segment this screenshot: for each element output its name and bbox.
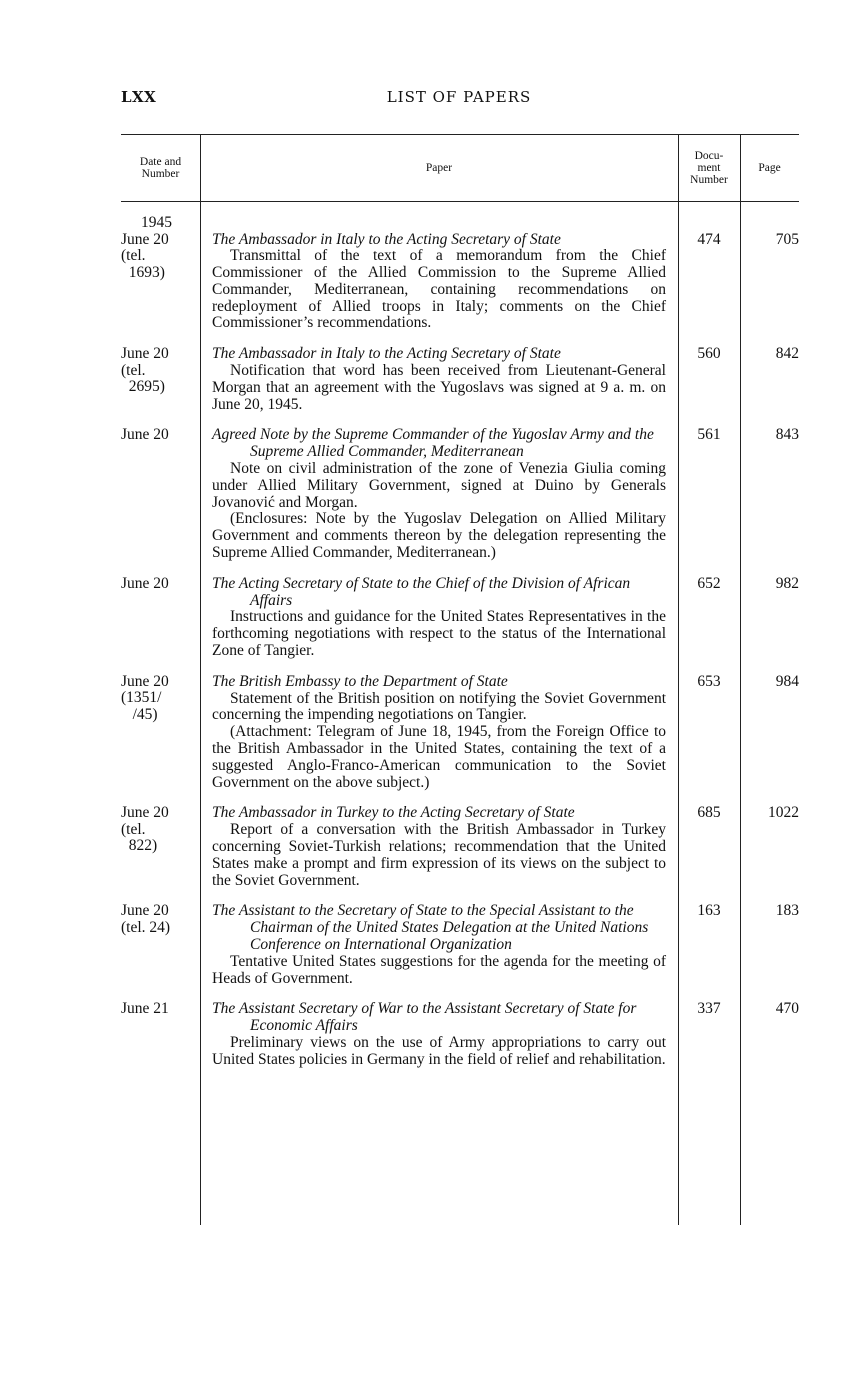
entry-date	[121, 346, 200, 413]
entry-paper	[200, 576, 678, 660]
entry-date	[121, 805, 200, 889]
page-reference: 843	[775, 426, 799, 444]
page-header	[121, 88, 797, 112]
document-number: 652	[697, 574, 721, 592]
paper-title: The Assistant to the Secretary of State to the Special Assistant to the Chairman of the United States Delegation at the United Nations Conference on International Organization	[212, 902, 649, 953]
date-line: June 20	[121, 574, 169, 592]
entry-list	[121, 232, 799, 1069]
page-reference: 982	[775, 574, 799, 592]
date-line: June 21	[121, 1000, 169, 1018]
page-reference: 842	[775, 345, 799, 363]
document-number: 337	[697, 1000, 721, 1018]
page-reference: 1022	[768, 804, 799, 822]
page-number: LXX	[121, 88, 157, 106]
entry-date	[121, 232, 200, 333]
paper-description: Tentative United States suggestions for the agenda for the meeting of Heads of Government.	[212, 952, 666, 987]
date-line: (tel.	[121, 247, 146, 264]
paper-description: Notification that word has been received from Lieutenant-General Morgan that an agreement with the Yugoslavs was signed at 9 a. m. on June 20, 1945.	[212, 362, 666, 413]
document-number: 474	[697, 230, 721, 248]
document-number: 163	[697, 902, 721, 920]
paper-description: Instructions and guidance for the United States Representatives in the forthcoming negotiations with respect to the status of the International Zone of Tangier.	[212, 608, 666, 660]
date-line: June 20	[121, 902, 169, 920]
page-reference: 705	[775, 230, 799, 248]
date-line: 1693)	[121, 263, 165, 281]
paper-title: The Acting Secretary of State to the Chief of the Division of African Affairs	[212, 574, 631, 609]
document-number: 561	[697, 426, 721, 444]
date-line: 2695)	[121, 378, 165, 396]
page-reference: 984	[775, 672, 799, 690]
paper-description: Preliminary views on the use of Army appropriations to carry out United States policies in Germany in the field of relief and rehabilitation.	[212, 1033, 666, 1068]
column-header-document: Docu- ment Number	[690, 150, 728, 186]
paper-enclosure: (Attachment: Telegram of June 18, 1945, from the Foreign Office to the British Ambassador in the United States, containing the text of a suggested Anglo-Franco-American communication to the Soviet Government on the above subject.)	[212, 723, 666, 791]
table-row	[121, 427, 799, 561]
date-line: June 20	[121, 426, 169, 444]
entry-paper	[200, 346, 678, 413]
paper-description: Report of a conversation with the British Ambassador in Turkey concerning Soviet-Turkish relations; recommendation that the United States make a prompt and firm expression of its views on the subject to the Soviet Government.	[212, 821, 666, 889]
date-line: June 20	[121, 672, 169, 690]
papers-table	[121, 134, 799, 1225]
table-row	[121, 805, 799, 889]
paper-title: The Assistant Secretary of War to the Assistant Secretary of State for Economic Affairs	[212, 1000, 637, 1035]
table-row	[121, 1001, 799, 1068]
page-reference: 470	[775, 1000, 799, 1018]
document-number: 653	[697, 672, 721, 690]
date-line: June 20	[121, 804, 169, 822]
date-line: (tel. 24)	[121, 918, 171, 936]
date-line: June 20	[121, 230, 169, 248]
entry-paper	[200, 805, 678, 889]
date-line: 822)	[121, 837, 158, 855]
year-label: 1945	[141, 214, 172, 231]
column-header-date: Date and Number	[139, 156, 182, 180]
running-title: LIST OF PAPERS	[386, 88, 532, 106]
page-reference: 183	[775, 902, 799, 920]
entry-date	[121, 576, 200, 660]
entry-date	[121, 1001, 200, 1068]
date-line: /45)	[121, 705, 158, 723]
paper-description: Statement of the British position on notifying the Soviet Government concerning the impending negotiations on Tangier.	[212, 689, 666, 724]
date-line: (1351/	[121, 689, 162, 707]
paper-title: Agreed Note by the Supreme Commander of the Yugoslav Army and the Supreme Allied Commander, Mediterranean	[212, 426, 654, 461]
paper-title: The British Embassy to the Department of State	[212, 672, 508, 690]
date-line: (tel.	[121, 361, 146, 379]
entry-paper	[200, 1001, 678, 1068]
column-header-page: Page	[758, 162, 781, 174]
table-body	[121, 215, 799, 1083]
document-number: 560	[697, 345, 721, 363]
entry-paper	[200, 674, 678, 792]
paper-title: The Ambassador in Turkey to the Acting Secretary of State	[212, 804, 575, 822]
table-header	[121, 135, 799, 202]
entry-date	[121, 674, 200, 792]
paper-description: Transmittal of the text of a memorandum from the Chief Commissioner of the Allied Commission to the Supreme Allied Commander, Mediterranean, containing recommendations on redeployment of Allied troops in Italy; comments on the Chief Commissioner’s recommendations.	[212, 247, 666, 332]
date-line: (tel.	[121, 820, 146, 838]
table-row	[121, 674, 799, 792]
entry-paper	[200, 232, 678, 333]
paper-enclosure: (Enclosures: Note by the Yugoslav Delegation on Allied Military Government and comments thereon by the delegation representing the Supreme Allied Commander, Mediterranean.)	[212, 510, 666, 562]
table-row	[121, 576, 799, 660]
paper-description: Note on civil administration of the zone of Venezia Giulia coming under Allied Military Government, signed at Duino by Generals Jovanović and Morgan.	[212, 460, 666, 511]
entry-date	[121, 903, 200, 987]
entry-paper	[200, 427, 678, 561]
table-row	[121, 903, 799, 987]
table-row	[121, 346, 799, 413]
document-number: 685	[697, 804, 721, 822]
table-row	[121, 232, 799, 333]
entry-date	[121, 427, 200, 561]
date-line: June 20	[121, 345, 169, 363]
paper-title: The Ambassador in Italy to the Acting Secretary of State	[212, 345, 561, 363]
paper-title: The Ambassador in Italy to the Acting Secretary of State	[212, 230, 561, 248]
entry-paper	[200, 903, 678, 987]
column-header-paper: Paper	[425, 162, 453, 174]
